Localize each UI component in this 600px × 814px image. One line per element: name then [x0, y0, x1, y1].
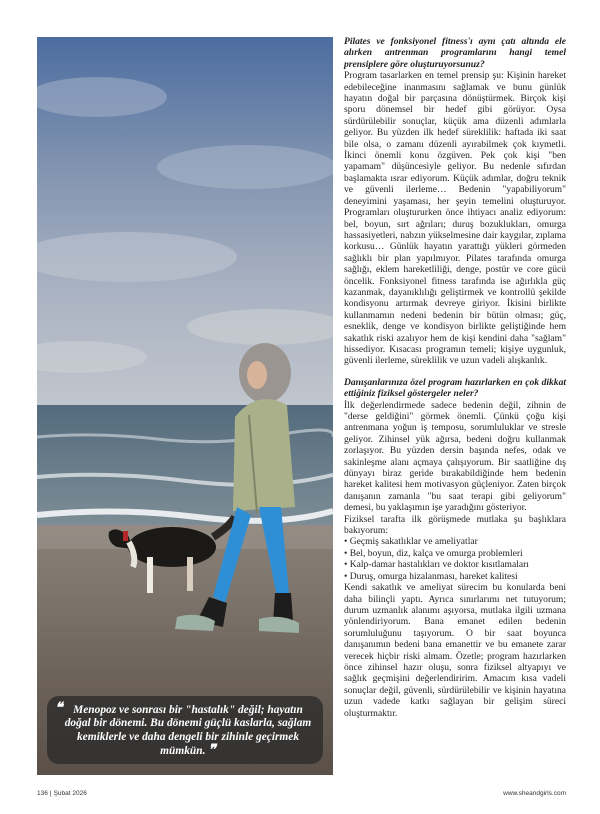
pull-quote [47, 696, 323, 764]
close-quote-icon: ❞ [208, 742, 216, 758]
answer-paragraph: Program tasarlarken en temel prensip şu: Kişinin hareket edebileceğine inanmasını sağlamak ve bunu günlük hayatın doğal bir parçasına dönüştürmek. Birçok kişi sporu dönemsel bir hedef gibi görüyor. Oysa sürdürülebilir sonuçlar, küçük ama düzenli adımlarla geliyor. Bu yüzden ilk hedef süreklilik: haftada iki saat bile olsa, o zamanı düzenli ayırabilmek çok kıymetli. İkinci önemli konu özgüven. Pek çok kişi "ben yapamam" düşüncesiyle geliyor. Bu nedenle sıfırdan başlamakta ısrar ediyorum. Küçük adımlar, doğru teknik ve güvenli ilerleme… Bedenin "yapabiliyorum" deneyimini yaşaması, her şeyin temelini oluşturuyor. Programları oluştururken önce ihtiyacı analiz ediyorum: bel, boyun, sırt ağrıları; duruş bozuklukları, omurga hassasiyetleri, nabzın yükselmesine dair kaygılar, zıplama korkusu… Günlük hayatın yarattığı yükleri görmeden sağlıklı bir plan yapılmıyor. Pilates tarafında omurga sağlığı, eklem hareketliliği, denge, postür ve core gücü öncelik. Fonksiyonel fitness tarafında ise ağırlıkla güç kazanmak, dayanıklılığı geliştirmek ve kontrollü şekilde kondisyonu artırmak devreye giriyor. İkisini birlikte kullanmamın nedeni bedenin bir bütün olması; güç, esneklik, denge ve kondisyon birlikte geliştiğinde hem sakatlık riski azalıyor hem de kişi kendini daha "sağlam" hissediyor. Kısacası programın temeli; kişiye uygunluk, güvenli ilerleme, süreklilik ve uzun vadeli alışkanlık. [344, 70, 566, 367]
open-quote-icon: ❝ [55, 701, 63, 716]
answer-paragraph: İlk değerlendirmede sadece bedenin değil, zihnin de "derse geldiğini" görmek önemli. Çünkü çoğu kişi antrenmana yoğun iş temposu, sorumluluklar ve stresle geliyor. Zihinsel yük ağırsa, bedeni doğru kullanmak zorlaşıyor. Bu yüzden dersin başında nefes, odak ve sakinleşme alanı açmaya çalışıyorum. Bir saatliğine dış dünyayı biraz geride bırakabildiğinde hem bedenin hareket kalitesi hem motivasyon güçleniyor. Zaten birçok danışanın zamanla "bu saat terapi gibi geliyorum" demesi, bu yaklaşımın işe yaradığını gösteriyor. [344, 399, 566, 514]
article-column [344, 36, 566, 719]
article-photo [37, 37, 333, 775]
question-heading: Pilates ve fonksiyonel fitness'ı aynı çatı altında ele alırken antrenman programlarını hangi temel prensiplere göre oluşturuyorsunuz? [344, 36, 566, 70]
list-item: • Kalp-damar hastalıkları ve doktor kısıtlamaları [344, 559, 529, 571]
answer-paragraph: Kendi sakatlık ve ameliyat sürecim bu konularda beni daha bilinçli yaptı. Ayrıca sınırlarımı net tutuyorum; durum uzmanlık alanımı aşıyorsa, mutlaka ilgili uzmana yönlendiriyorum. Bana emanet edilen bedenin sorumluluğunu taşıyorum. O bir saat boyunca danışanımın bedeni bana emanettir ve bu emanete zarar verecek hiçbir riski almam. Özetle; program hazırlarken önce zihinsel hazır oluşu, sonra fiziksel altyapıyı ve sağlık geçmişini değerlendiririm. Amacım kısa vadeli sonuçlar değil, güvenli, sürdürülebilir ve kişinin hayatına uzun vadede katkı sağlayan bir gelişim süreci oluşturmaktır. [344, 582, 566, 719]
pull-quote-text: Menopoz ve sonrası bir "hastalık" değil; hayatın doğal bir dönemi. Bu dönemi güçlü kaslarla, sağlam kemiklerle ve daha dengeli bir zihinle geçirmek mümkün. [64, 704, 312, 757]
bullet-list [344, 536, 566, 582]
footer-separator: | [49, 790, 52, 797]
question-heading: Danışanlarınıza özel program hazırlarken en çok dikkat ettiğiniz fiziksel göstergeler neler? [344, 376, 566, 400]
list-item: • Geçmiş sakatlıklar ve ameliyatlar [344, 536, 478, 548]
cloud [157, 145, 333, 189]
answer-paragraph: Fiziksel tarafta ilk görüşmede mutlaka şu başlıklara bakıyorum: [344, 513, 566, 537]
issue-date: Şubat 2026 [53, 790, 87, 797]
list-item: • Duruş, omurga hizalanması, hareket kalitesi [344, 570, 518, 582]
footer-page-info [37, 790, 87, 797]
page-number: 136 [37, 790, 48, 797]
beach-walk-illustration [37, 37, 333, 775]
website-link[interactable]: www.sheandgirls.com [503, 790, 566, 797]
list-item: • Bel, boyun, diz, kalça ve omurga problemleri [344, 547, 523, 559]
